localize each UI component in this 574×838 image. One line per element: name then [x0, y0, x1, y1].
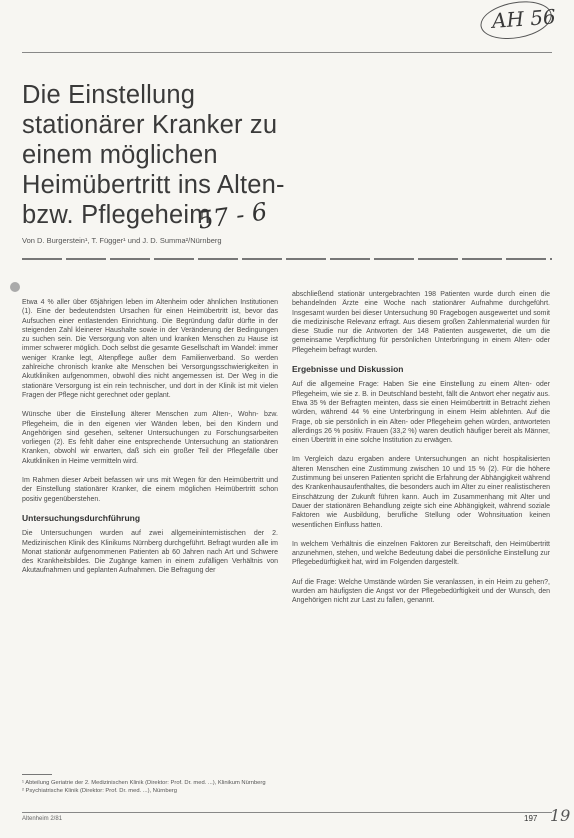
right-paragraph-3: Im Vergleich dazu ergaben andere Untersuchungen an nicht hospitalisierten älteren Menschen eine Zustimmung zwischen 10 und 15 % (2). Für die höhere Zustimmung bei unseren Patienten spricht die Erfahrung der Abhängigkeit während des Krankenhausaufenthaltes, die besonders auch im Alter zu einer realistischeren Einschätzung der Zukunft führen kann. Auch im Zusammenhang mit Alter und Dauer der stationären Behandlung zeigte sich eine Abhängigkeit, während soziale Faktoren wie Ausbildung, berufliche Stellung oder Wohnsituation keinen wesentlichen Einfluss hatten. [292, 456, 550, 529]
footnote-rule [22, 774, 52, 775]
annotation-top-text: AH 56 [491, 4, 557, 33]
left-column [22, 298, 278, 586]
footnote-2: ² Psychiatrische Klinik (Direktor: Prof. Dr. med. ...), Nürnberg [22, 787, 177, 794]
author-rule [22, 258, 552, 260]
right-paragraph-1: abschließend stationär untergebrachten 198 Patienten wurde durch einen die behandelnden Ärzte eine Woche nach stationärer Aufnahme durchgeführt. Insgesamt wurden bei dieser Untersuchung 90 Fragebogen ausgewertet und somit die medizinische Relevanz erfragt. Aus diesem großen Zahlenmaterial wurden für diese Studie nur die Antworten der 148 Patienten ausgewertet, die um die gemeinsame Verpflichtung für persönlichen Unterbringung in einem Alten- oder Pflegeheim befragt wurden. [292, 291, 550, 354]
author-line: Von D. Burgerstein¹, T. Függer¹ und J. D. Summa²/Nürnberg [22, 236, 222, 245]
title-line-1: Die Einstellung [22, 81, 196, 109]
title-line-5: bzw. Pflegeheim [22, 201, 211, 229]
title-line-3: einem möglichen [22, 141, 218, 169]
handwritten-number: 57 - 6 [196, 197, 269, 235]
right-paragraph-2: Auf die allgemeine Frage: Haben Sie eine Einstellung zu einem Alten- oder Pflegeheim, wie sie z. B. in Deutschland besteht, fällt die Antwort eher negativ aus. Etwa 35 % der Befragten meinten, dass sie einen Heimübertritt in Betracht ziehen würden, während 44 % eine Unterbringung in einem Heim ablehnten. Auf die Frage, ob sie persönlich in ein Alten- oder Pflegeheim gehen würden, antworteten allerdings 26 % positiv. Frauen (33,2 %) waren deutlich häufiger bereit als Männer, einen Übertritt in eine solche Institution zu erwägen. [292, 381, 550, 445]
handwritten-page-annotation: 19 [550, 806, 571, 825]
page-number: 197 [524, 814, 538, 823]
article-title [22, 80, 362, 230]
top-rule [22, 52, 552, 53]
left-paragraph-3: Im Rahmen dieser Arbeit befassen wir uns mit Wegen für den Heimübertritt und der Einstellung stationärer Kranker, die einem möglichen Heimübertritt schon positiv gegenüberstehen. [22, 477, 278, 503]
punch-hole [10, 282, 20, 292]
left-paragraph-4: Die Untersuchungen wurden auf zwei allgemeininternistischen der 2. Medizinischen Klinik des Klinikums Nürnberg durchgeführt. Befragt wurden alle im Monat stationär aufgenommenen Patienten ab 60 Jahren nach Art und Schwere des Krankheitsbildes. Die Zugänge kamen in einem zufälligen Verhältnis von Akutaufnahmen und geplanten Aufnahmen. Die Befragung der [22, 530, 278, 575]
section-heading-methods: Untersuchungsdurchführung [22, 512, 141, 523]
right-column [292, 290, 550, 616]
left-paragraph-1: Etwa 4 % aller über 65jährigen leben im Altenheim oder ähnlichen Institutionen (1). Eine der bedeutendsten Ursachen für einen Heimübertritt ist, bevor das Aufsuchen einer entlastenden Einrichtung. Die Begründung dafür dürfte in der steigenden Zahl kleinerer Haushalte sowie in der Veränderung der Bedingungen zu suchen sein. Die Versorgung von alten und kranken Menschen zu Hause ist immer schwerer möglich. Doch selbst die gesamte Gesellschaft im Wandel: immer weniger Kranke legt, Altenpflege außer dem Familienverband. So werden zahlreiche chronisch kranke alte Menschen bei Versorgungsschwierigkeiten in Akutkliniken aufgenommen, obwohl dies nicht angemessen ist. Der Weg in die stationäre Versorgung ist ein rein technischer, und dort in der Klinik ist mit vielen Fragen der Pflege nicht gerechnet oder geplant. [22, 299, 278, 399]
journal-footer: Altenheim 2/81 [22, 816, 63, 822]
title-line-2: stationärer Kranker zu [22, 111, 278, 139]
footnotes [22, 780, 278, 795]
left-paragraph-2: Wünsche über die Einstellung älterer Menschen zum Alten-, Wohn- bzw. Pflegeheim, die in den eigenen vier Wänden leben, bei den Kindern und Angehörigen sind gesehen, seltener Untersuchungen zu Forschungsarbeiten vorliegen (2). Es fehlt daher eine entsprechende Untersuchung an stationären Kranken, obwohl wir erwarten, daß sich ein großer Teil der Pflegefälle über Akutkliniken in Heime vermitteln wird. [22, 411, 278, 465]
footer-rule [22, 812, 552, 813]
right-paragraph-5: Auf die Frage: Welche Umstände würden Sie veranlassen, in ein Heim zu gehen?, wurden am häufigsten die Angst vor der Pflegebedürftigkeit und der Wunsch, den Angehörigen nicht zur Last zu fallen, genannt. [292, 578, 550, 605]
section-heading-results: Ergebnisse und Diskussion [292, 364, 404, 375]
right-paragraph-4: In welchem Verhältnis die einzelnen Faktoren zur Bereitschaft, den Heimübertritt anzunehmen, stehen, und welche Bedeutung dabei die persönliche Einstellung zur Pflegebedürftigkeit hat, wird im Folgenden dargestellt. [292, 540, 550, 567]
title-line-4: Heimübertritt ins Alten- [22, 171, 285, 199]
handwritten-annotation-top [485, 2, 557, 37]
footnote-1: ¹ Abteilung Geriatrie der 2. Medizinischen Klinik (Direktor: Prof. Dr. med. ...), Klinikum Nürnberg [22, 780, 266, 786]
